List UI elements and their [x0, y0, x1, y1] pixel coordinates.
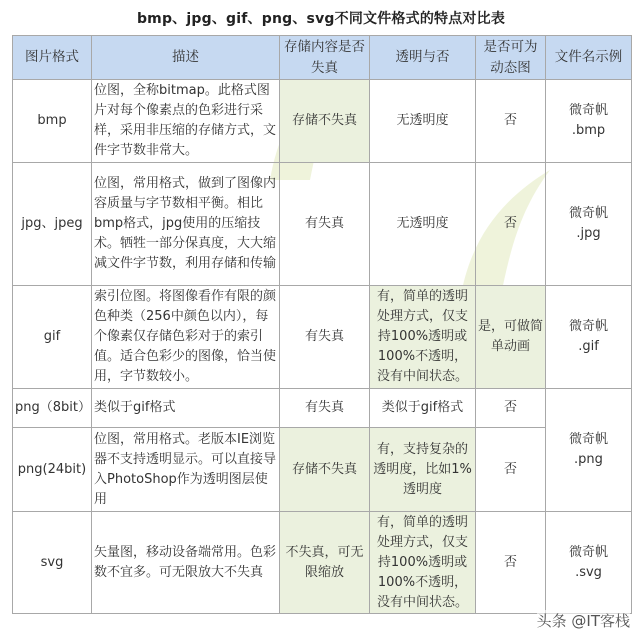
cell-animated: 否: [476, 512, 546, 614]
cell-description: 类似于gif格式: [92, 389, 280, 428]
header-transparency: 透明与否: [370, 36, 476, 80]
filename-ext: .svg: [575, 564, 602, 580]
comparison-table: [12, 35, 632, 614]
cell-animated: 是，可做简单动画: [476, 286, 546, 389]
filename-name: 微奇帆: [568, 432, 608, 447]
table-row: [13, 286, 632, 389]
cell-animated: 否: [476, 163, 546, 286]
cell-filename: [546, 163, 632, 286]
filename-name: 微奇帆: [568, 206, 608, 221]
cell-distortion: 有失真: [280, 286, 370, 389]
cell-format: png(24bit): [13, 428, 92, 512]
filename-ext: .bmp: [571, 123, 606, 138]
cell-distortion: 有失真: [280, 163, 370, 286]
cell-distortion: 存储不失真: [280, 80, 370, 163]
cell-description: 矢量图，移动设备端常用。色彩数不宜多。可无限放大不失真: [92, 512, 280, 614]
header-animated: 是否可为动态图: [476, 36, 546, 80]
cell-distortion: 有失真: [280, 389, 370, 428]
cell-transparency: 无透明度: [370, 163, 476, 286]
cell-description: 位图，常用格式。老版本IE浏览器不支持透明显示。可以直接导入PhotoShop作为透明图层使用: [92, 428, 280, 512]
table-row: [13, 512, 632, 614]
cell-animated: 否: [476, 389, 546, 428]
cell-description: 位图，全称bitmap。此格式图片对每个像素点的色彩进行采样，采用非压缩的存储方式，文件字节数非常大。: [92, 80, 280, 163]
header-description: 描述: [92, 36, 280, 80]
header-filename-example: 文件名示例: [546, 36, 632, 80]
cell-format: jpg、jpeg: [13, 163, 92, 286]
source-watermark: 头条 @IT客栈: [536, 612, 630, 630]
cell-filename: [546, 512, 632, 614]
table-row: [13, 163, 632, 286]
cell-distortion: 存储不失真: [280, 428, 370, 512]
table-row: [13, 428, 632, 512]
cell-format: gif: [13, 286, 92, 389]
cell-transparency: 类似于gif格式: [370, 389, 476, 428]
cell-filename: [546, 286, 632, 389]
filename-ext: .jpg: [576, 226, 601, 241]
cell-transparency: 无透明度: [370, 80, 476, 163]
cell-filename: [546, 80, 632, 163]
filename-ext: .png: [574, 452, 603, 467]
cell-format: png（8bit）: [13, 389, 92, 428]
cell-animated: 否: [476, 428, 546, 512]
cell-transparency: 有，简单的透明处理方式，仅支持100%透明或100%不透明，没有中间状态。: [370, 512, 476, 614]
table-row: [13, 389, 632, 428]
cell-transparency: 有，支持复杂的透明度，比如1%透明度: [370, 428, 476, 512]
cell-animated: 否: [476, 80, 546, 163]
cell-description: 索引位图。将图像看作有限的颜色种类（256中颜色以内），每个像素仅存储色彩对于的索引值。适合色彩少的图像，恰当使用，字节数较小。: [92, 286, 280, 389]
page-title: bmp、jpg、gif、png、svg不同文件格式的特点对比表: [136, 11, 506, 27]
cell-format: bmp: [13, 80, 92, 163]
filename-name: 微奇帆: [568, 103, 608, 118]
table-header-row: [13, 36, 632, 80]
header-format: 图片格式: [13, 36, 92, 80]
cell-format: svg: [13, 512, 92, 614]
cell-description: 位图，常用格式，做到了图像内容质量与字节数相平衡。相比bmp格式，jpg使用的压缩技术。牺牲一部分保真度，大大缩减文件字节数，利用存储和传输: [92, 163, 280, 286]
table-row: [13, 80, 632, 163]
filename-name: 微奇帆: [568, 544, 608, 560]
cell-distortion: 不失真，可无限缩放: [280, 512, 370, 614]
filename-ext: .gif: [578, 339, 599, 354]
cell-filename: [546, 389, 632, 512]
filename-name: 微奇帆: [568, 319, 608, 334]
cell-transparency: 有，简单的透明处理方式，仅支持100%透明或100%不透明，没有中间状态。: [370, 286, 476, 389]
header-distortion: 存储内容是否失真: [280, 36, 370, 80]
